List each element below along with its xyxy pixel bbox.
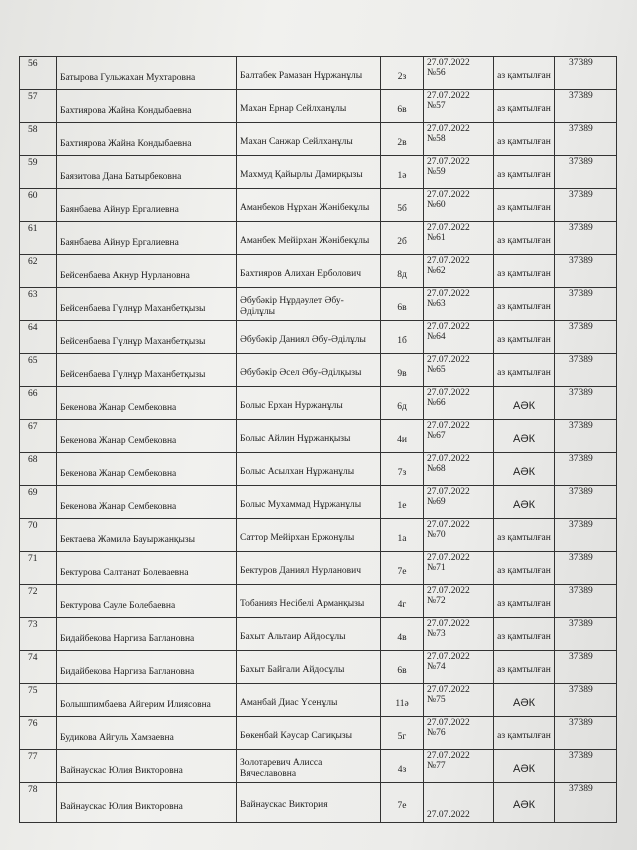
child-name-cell: Болыс Мухаммад Нұржанұлы bbox=[237, 486, 381, 519]
order-date: 27.07.2022 bbox=[427, 718, 470, 728]
parent-name-cell: Бидайбекова Наргиза Баглановна bbox=[57, 618, 237, 651]
class-cell: 4г bbox=[381, 585, 424, 618]
class-cell: 1б bbox=[381, 321, 424, 354]
parent-name-cell: Вайнаускас Юлия Викторовна bbox=[57, 783, 237, 823]
order-number: №77 bbox=[427, 761, 446, 771]
child-name-cell: Бахыт Альтаир Айдосұлы bbox=[237, 618, 381, 651]
parent-name-cell: Бектурова Салтанат Болеваевна bbox=[57, 552, 237, 585]
child-name-cell: Аманбай Диас Үсенұлы bbox=[237, 684, 381, 717]
order-date-cell bbox=[424, 717, 494, 750]
status-cell: аз қамтылған bbox=[494, 57, 555, 90]
order-date-cell bbox=[424, 387, 494, 420]
child-name-cell: Әбубәкір Әсел Әбу-Әділқызы bbox=[237, 354, 381, 387]
child-name-cell: Балтабек Рамазан Нұржанұлы bbox=[237, 57, 381, 90]
order-date-cell bbox=[424, 90, 494, 123]
status-cell: аз қамтылған bbox=[494, 552, 555, 585]
table-row bbox=[20, 321, 617, 354]
table-row bbox=[20, 354, 617, 387]
order-date: 27.07.2022 bbox=[427, 223, 470, 233]
child-name-cell: Болыс Ерхан Нуржанұлы bbox=[237, 387, 381, 420]
status-cell: аз қамтылған bbox=[494, 585, 555, 618]
order-date-cell bbox=[424, 519, 494, 552]
class-cell: 6в bbox=[381, 651, 424, 684]
order-date: 27.07.2022 bbox=[427, 553, 470, 563]
order-date: 27.07.2022 bbox=[427, 91, 470, 101]
order-date: 27.07.2022 bbox=[427, 586, 470, 596]
table-row bbox=[20, 57, 617, 90]
status-cell: АӘК bbox=[494, 783, 555, 823]
code-cell: 37389 bbox=[555, 717, 617, 750]
child-name-cell: Аманбеков Нұрхан Жәнібекұлы bbox=[237, 189, 381, 222]
row-number: 78 bbox=[20, 783, 57, 823]
order-number: №67 bbox=[427, 431, 446, 441]
table-row bbox=[20, 717, 617, 750]
row-number: 69 bbox=[20, 486, 57, 519]
table-row bbox=[20, 486, 617, 519]
row-number: 68 bbox=[20, 453, 57, 486]
table-row bbox=[20, 453, 617, 486]
order-date: 27.07.2022 bbox=[427, 289, 470, 299]
order-date: 27.07.2022 bbox=[427, 810, 470, 820]
parent-name-cell: Болышпимбаева Айгерим Илиясовна bbox=[57, 684, 237, 717]
row-number: 75 bbox=[20, 684, 57, 717]
order-number: №69 bbox=[427, 497, 446, 507]
parent-name-cell: Вайнаускас Юлия Викторовна bbox=[57, 750, 237, 783]
code-cell: 37389 bbox=[555, 519, 617, 552]
class-cell: 8д bbox=[381, 255, 424, 288]
table-row bbox=[20, 420, 617, 453]
row-number: 59 bbox=[20, 156, 57, 189]
table-row bbox=[20, 387, 617, 420]
order-number: №63 bbox=[427, 299, 446, 309]
order-date-cell bbox=[424, 123, 494, 156]
order-date: 27.07.2022 bbox=[427, 652, 470, 662]
code-cell: 37389 bbox=[555, 651, 617, 684]
order-date-cell bbox=[424, 750, 494, 783]
class-cell: 1а bbox=[381, 519, 424, 552]
class-cell: 4з bbox=[381, 750, 424, 783]
parent-name-cell: Будикова Айгуль Хамзаевна bbox=[57, 717, 237, 750]
code-cell: 37389 bbox=[555, 255, 617, 288]
child-name-cell: Тобанияз Несібелі Арманқызы bbox=[237, 585, 381, 618]
parent-name-cell: Баянбаева Айнур Ергалиевна bbox=[57, 222, 237, 255]
parent-name-cell: Бекенова Жанар Сембековна bbox=[57, 387, 237, 420]
class-cell: 5г bbox=[381, 717, 424, 750]
status-cell: аз қамтылған bbox=[494, 321, 555, 354]
status-cell: АӘК bbox=[494, 387, 555, 420]
child-name-cell: Золотаревич Алисса Вячеславовна bbox=[237, 750, 381, 783]
parent-name-cell: Батырова Гульжахан Мухтаровна bbox=[57, 57, 237, 90]
code-cell: 37389 bbox=[555, 486, 617, 519]
order-date-cell bbox=[424, 420, 494, 453]
order-date-cell bbox=[424, 222, 494, 255]
order-number: №76 bbox=[427, 728, 446, 738]
order-date-cell bbox=[424, 486, 494, 519]
order-number: №68 bbox=[427, 464, 446, 474]
table-row bbox=[20, 651, 617, 684]
parent-name-cell: Бахтиярова Жайна Кондыбаевна bbox=[57, 123, 237, 156]
row-number: 65 bbox=[20, 354, 57, 387]
order-number: №73 bbox=[427, 629, 446, 639]
table-row bbox=[20, 519, 617, 552]
order-date: 27.07.2022 bbox=[427, 190, 470, 200]
order-number: №70 bbox=[427, 530, 446, 540]
parent-name-cell: Бейсенбаева Гүлнұр Маханбетқызы bbox=[57, 321, 237, 354]
order-date: 27.07.2022 bbox=[427, 322, 470, 332]
code-cell: 37389 bbox=[555, 90, 617, 123]
order-date: 27.07.2022 bbox=[427, 58, 470, 68]
status-cell: аз қамтылған bbox=[494, 288, 555, 321]
code-cell: 37389 bbox=[555, 453, 617, 486]
child-name-cell: Махан Ернар Сейлханұлы bbox=[237, 90, 381, 123]
code-cell: 37389 bbox=[555, 585, 617, 618]
code-cell: 37389 bbox=[555, 123, 617, 156]
child-name-cell: Бахтияров Алихан Ерболович bbox=[237, 255, 381, 288]
table-row bbox=[20, 750, 617, 783]
order-number: №58 bbox=[427, 134, 446, 144]
row-number: 73 bbox=[20, 618, 57, 651]
row-number: 74 bbox=[20, 651, 57, 684]
class-cell: 11ә bbox=[381, 684, 424, 717]
code-cell: 37389 bbox=[555, 288, 617, 321]
order-number: №66 bbox=[427, 398, 446, 408]
child-name-cell: Әбубәкір Нұрдәулет Әбу-Әділұлы bbox=[237, 288, 381, 321]
child-name-cell: Махмуд Қайырлы Дамирқызы bbox=[237, 156, 381, 189]
parent-name-cell: Бекенова Жанар Сембековна bbox=[57, 486, 237, 519]
status-cell: аз қамтылған bbox=[494, 222, 555, 255]
order-date: 27.07.2022 bbox=[427, 685, 470, 695]
class-cell: 6д bbox=[381, 387, 424, 420]
code-cell: 37389 bbox=[555, 321, 617, 354]
class-cell: 7е bbox=[381, 783, 424, 823]
class-cell: 4и bbox=[381, 420, 424, 453]
class-cell: 7е bbox=[381, 552, 424, 585]
order-number: №62 bbox=[427, 266, 446, 276]
class-cell: 2б bbox=[381, 222, 424, 255]
table-body bbox=[20, 57, 617, 823]
order-number: №64 bbox=[427, 332, 446, 342]
order-date: 27.07.2022 bbox=[427, 157, 470, 167]
table-row bbox=[20, 90, 617, 123]
order-number: №61 bbox=[427, 233, 446, 243]
class-cell: 7з bbox=[381, 453, 424, 486]
parent-name-cell: Баязитова Дана Батырбековна bbox=[57, 156, 237, 189]
table-row bbox=[20, 189, 617, 222]
table-row bbox=[20, 255, 617, 288]
code-cell: 37389 bbox=[555, 618, 617, 651]
order-date: 27.07.2022 bbox=[427, 619, 470, 629]
order-date-cell bbox=[424, 57, 494, 90]
order-date-cell bbox=[424, 321, 494, 354]
class-cell: 4в bbox=[381, 618, 424, 651]
status-cell: АӘК bbox=[494, 750, 555, 783]
parent-name-cell: Бекенова Жанар Сембековна bbox=[57, 453, 237, 486]
row-number: 66 bbox=[20, 387, 57, 420]
order-date: 27.07.2022 bbox=[427, 487, 470, 497]
row-number: 72 bbox=[20, 585, 57, 618]
status-cell: аз қамтылған bbox=[494, 354, 555, 387]
row-number: 76 bbox=[20, 717, 57, 750]
status-cell: АӘК bbox=[494, 486, 555, 519]
code-cell: 37389 bbox=[555, 684, 617, 717]
status-cell: аз қамтылған bbox=[494, 255, 555, 288]
row-number: 57 bbox=[20, 90, 57, 123]
table-row bbox=[20, 618, 617, 651]
code-cell: 37389 bbox=[555, 354, 617, 387]
class-cell: 5б bbox=[381, 189, 424, 222]
row-number: 77 bbox=[20, 750, 57, 783]
table-row bbox=[20, 156, 617, 189]
order-date-cell bbox=[424, 255, 494, 288]
order-date-cell bbox=[424, 618, 494, 651]
order-date-cell bbox=[424, 354, 494, 387]
order-number: №59 bbox=[427, 167, 446, 177]
table-row bbox=[20, 123, 617, 156]
order-number: №56 bbox=[427, 68, 446, 78]
status-cell: аз қамтылған bbox=[494, 123, 555, 156]
class-cell: 1ә bbox=[381, 156, 424, 189]
order-date-cell bbox=[424, 288, 494, 321]
child-name-cell: Аманбек Мейірхан Жәнібекұлы bbox=[237, 222, 381, 255]
status-cell: АӘК bbox=[494, 684, 555, 717]
status-cell: АӘК bbox=[494, 420, 555, 453]
row-number: 71 bbox=[20, 552, 57, 585]
table-row bbox=[20, 783, 617, 823]
order-date: 27.07.2022 bbox=[427, 421, 470, 431]
row-number: 60 bbox=[20, 189, 57, 222]
order-date: 27.07.2022 bbox=[427, 751, 470, 761]
order-number: №75 bbox=[427, 695, 446, 705]
order-number: №71 bbox=[427, 563, 446, 573]
child-name-cell: Саттор Мейірхан Ержонұлы bbox=[237, 519, 381, 552]
class-cell: 2в bbox=[381, 123, 424, 156]
order-date-cell bbox=[424, 552, 494, 585]
order-date: 27.07.2022 bbox=[427, 388, 470, 398]
parent-name-cell: Бектаева Жәмилә Бауыржанқызы bbox=[57, 519, 237, 552]
order-date: 27.07.2022 bbox=[427, 520, 470, 530]
order-number: №65 bbox=[427, 365, 446, 375]
row-number: 56 bbox=[20, 57, 57, 90]
row-number: 62 bbox=[20, 255, 57, 288]
code-cell: 37389 bbox=[555, 156, 617, 189]
child-name-cell: Бөкенбай Кәусар Сагиқызы bbox=[237, 717, 381, 750]
order-date-cell bbox=[424, 453, 494, 486]
table-row bbox=[20, 684, 617, 717]
order-date-cell bbox=[424, 585, 494, 618]
code-cell: 37389 bbox=[555, 57, 617, 90]
order-number: №57 bbox=[427, 101, 446, 111]
child-name-cell: Болыс Асылхан Нұржанұлы bbox=[237, 453, 381, 486]
child-name-cell: Бахыт Байгали Айдосұлы bbox=[237, 651, 381, 684]
row-number: 67 bbox=[20, 420, 57, 453]
table-row bbox=[20, 585, 617, 618]
code-cell: 37389 bbox=[555, 783, 617, 823]
order-date: 27.07.2022 bbox=[427, 355, 470, 365]
code-cell: 37389 bbox=[555, 750, 617, 783]
row-number: 63 bbox=[20, 288, 57, 321]
parent-name-cell: Бейсенбаева Акнур Нурлановна bbox=[57, 255, 237, 288]
class-cell: 1е bbox=[381, 486, 424, 519]
row-number: 70 bbox=[20, 519, 57, 552]
order-date-cell bbox=[424, 651, 494, 684]
code-cell: 37389 bbox=[555, 387, 617, 420]
code-cell: 37389 bbox=[555, 189, 617, 222]
status-cell: аз қамтылған bbox=[494, 651, 555, 684]
status-cell: АӘК bbox=[494, 453, 555, 486]
order-date-cell bbox=[424, 156, 494, 189]
order-date: 27.07.2022 bbox=[427, 256, 470, 266]
status-cell: аз қамтылған bbox=[494, 717, 555, 750]
row-number: 61 bbox=[20, 222, 57, 255]
order-number: №74 bbox=[427, 662, 446, 672]
order-number: №60 bbox=[427, 200, 446, 210]
order-date-cell bbox=[424, 783, 494, 823]
order-date-cell bbox=[424, 189, 494, 222]
child-name-cell: Махан Санжар Сейлханұлы bbox=[237, 123, 381, 156]
code-cell: 37389 bbox=[555, 222, 617, 255]
class-cell: 6в bbox=[381, 90, 424, 123]
child-name-cell: Вайнаускас Виктория bbox=[237, 783, 381, 823]
row-number: 58 bbox=[20, 123, 57, 156]
parent-name-cell: Бектурова Сауле Болебаевна bbox=[57, 585, 237, 618]
status-cell: аз қамтылған bbox=[494, 618, 555, 651]
status-cell: аз қамтылған bbox=[494, 519, 555, 552]
parent-name-cell: Бекенова Жанар Сембековна bbox=[57, 420, 237, 453]
beneficiary-table bbox=[19, 56, 617, 823]
parent-name-cell: Бейсенбаева Гүлнұр Маханбетқызы bbox=[57, 288, 237, 321]
order-date: 27.07.2022 bbox=[427, 124, 470, 134]
class-cell: 2з bbox=[381, 57, 424, 90]
parent-name-cell: Бахтиярова Жайна Кондыбаевна bbox=[57, 90, 237, 123]
table-row bbox=[20, 222, 617, 255]
parent-name-cell: Бидайбекова Наргиза Баглановна bbox=[57, 651, 237, 684]
row-number: 64 bbox=[20, 321, 57, 354]
order-date: 27.07.2022 bbox=[427, 454, 470, 464]
status-cell: аз қамтылған bbox=[494, 156, 555, 189]
code-cell: 37389 bbox=[555, 420, 617, 453]
child-name-cell: Әбубәкір Даниял Әбу-Әділұлы bbox=[237, 321, 381, 354]
order-number: №72 bbox=[427, 596, 446, 606]
class-cell: 9в bbox=[381, 354, 424, 387]
child-name-cell: Болыс Айлин Нұржанқызы bbox=[237, 420, 381, 453]
status-cell: аз қамтылған bbox=[494, 90, 555, 123]
table-row bbox=[20, 552, 617, 585]
status-cell: аз қамтылған bbox=[494, 189, 555, 222]
class-cell: 6в bbox=[381, 288, 424, 321]
child-name-cell: Бектуров Даниял Нурланович bbox=[237, 552, 381, 585]
parent-name-cell: Баянбаева Айнур Ергалиевна bbox=[57, 189, 237, 222]
order-date-cell bbox=[424, 684, 494, 717]
parent-name-cell: Бейсенбаева Гүлнұр Маханбетқызы bbox=[57, 354, 237, 387]
table-row bbox=[20, 288, 617, 321]
code-cell: 37389 bbox=[555, 552, 617, 585]
